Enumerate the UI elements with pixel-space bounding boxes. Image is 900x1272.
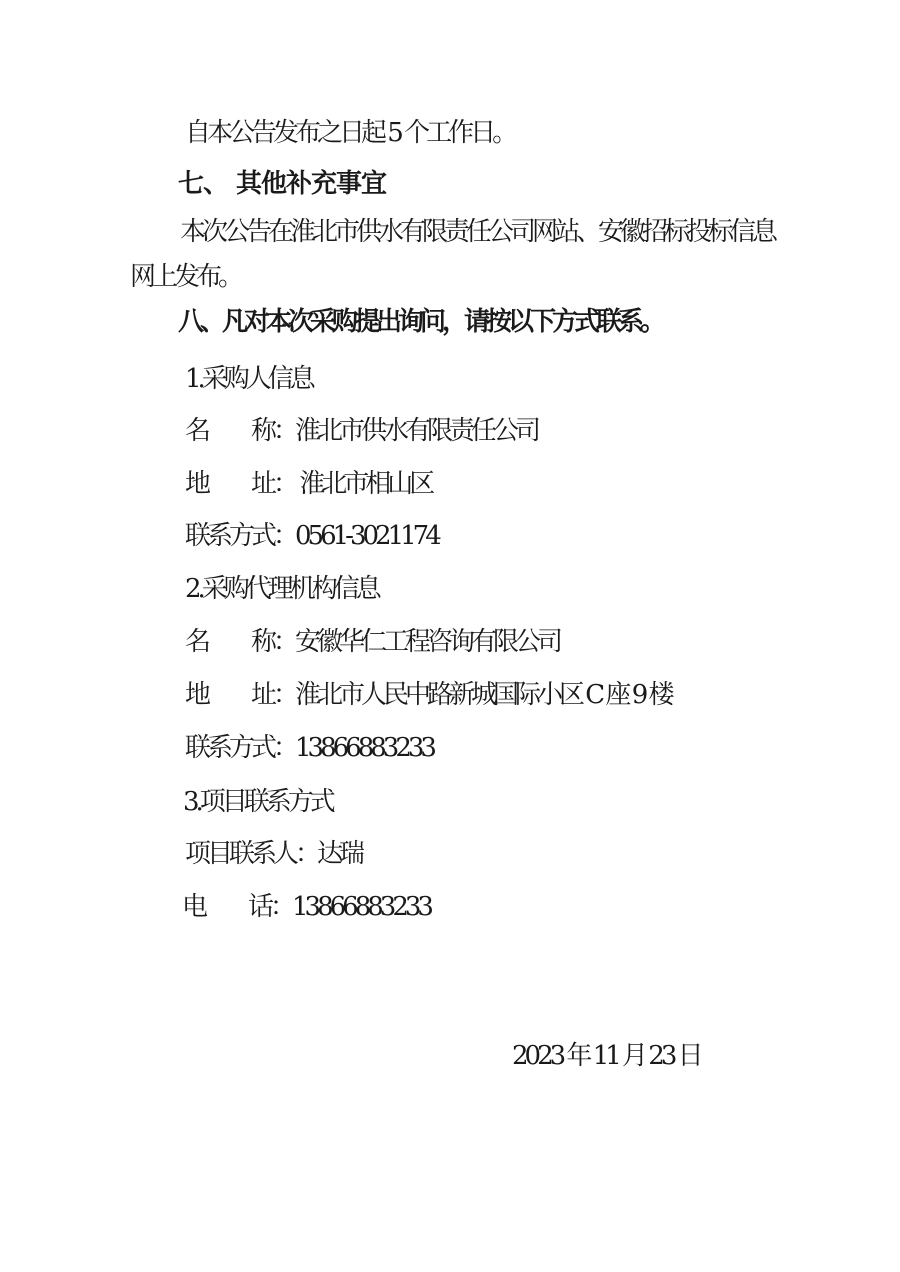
heading-section-eight: 八、凡对本次采购提出询问，请按以下方式联系。 [178, 307, 663, 337]
line-agency-info-title: 2.采购代理机构信息 [185, 574, 378, 604]
line-project-phone: 电 话：13866883233 [182, 892, 430, 922]
line-agency-name: 名 称：安徽华仁工程咨询有限公司 [185, 627, 560, 657]
line-purchaser-contact: 联系方式：0561-3021174 [185, 521, 438, 551]
line-project-contact-title: 3.项目联系方式 [183, 787, 332, 817]
line-purchaser-info-title: 1.采购人信息 [185, 364, 312, 394]
line-publication-sites-continued: 网上发布。 [130, 262, 241, 292]
line-purchaser-name: 名 称：淮北市供水有限责任公司 [185, 416, 538, 446]
line-date: 2023 年 11 月 23 日 [512, 1041, 700, 1071]
line-agency-address: 地 址：淮北市人民中路新城国际小区 C 座 9 楼 [185, 680, 671, 710]
line-purchaser-address: 地 址： 淮北市相山区 [185, 469, 432, 499]
line-notice-period: 自本公告发布之日起 5 个工作日。 [185, 118, 515, 148]
line-publication-sites: 本次公告在淮北市供水有限责任公司网站、安徽招标投标信息 [180, 217, 775, 247]
line-project-contact-person: 项目联系人：达瑞 [185, 839, 362, 869]
line-agency-contact: 联系方式：13866883233 [185, 733, 433, 763]
heading-section-seven: 七、 其他补充事宜 [178, 169, 387, 199]
